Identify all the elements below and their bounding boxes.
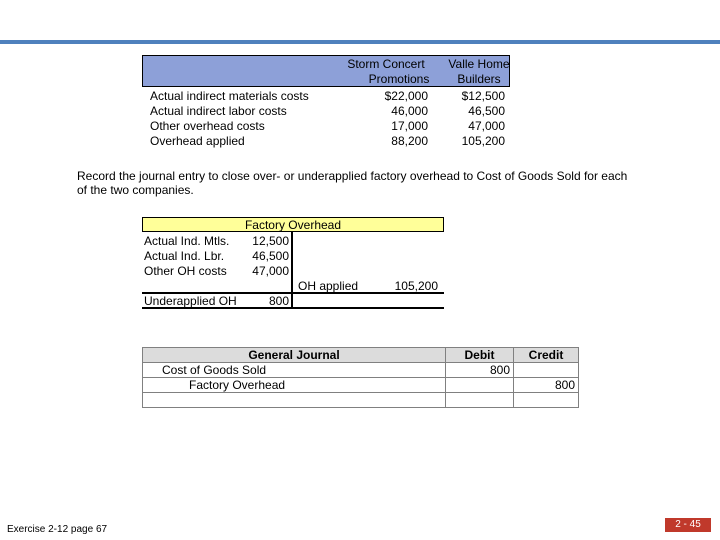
t-account-debit-value: 12,500	[252, 234, 289, 248]
t-account-divider	[291, 232, 293, 308]
journal-header-debit: Debit	[446, 348, 514, 363]
row-value-storm: 17,000	[391, 119, 428, 133]
journal-credit: 800	[514, 378, 579, 393]
row-label: Overhead applied	[150, 134, 245, 148]
general-journal-table	[142, 347, 579, 408]
t-account-title: Factory Overhead	[244, 218, 342, 232]
journal-account: Cost of Goods Sold	[143, 363, 446, 378]
t-account-debit-label: Actual Ind. Lbr.	[144, 249, 225, 263]
journal-row	[143, 378, 579, 393]
col-header-valle-line1: Valle Home	[448, 57, 510, 71]
col-header-valle-line2: Builders	[457, 72, 501, 86]
t-account-credit-value: 105,200	[394, 279, 438, 293]
journal-credit	[514, 393, 579, 408]
row-label: Actual indirect labor costs	[150, 104, 287, 118]
journal-row	[143, 363, 579, 378]
instruction-line1: Record the journal entry to close over- or underapplied factory overhead to Cost of Goods Sold for each	[77, 169, 628, 183]
journal-debit	[446, 378, 514, 393]
row-value-storm: $22,000	[384, 89, 428, 103]
t-account-credit-label: OH applied	[298, 279, 359, 293]
t-account-balance-value: 800	[268, 294, 289, 308]
row-label: Other overhead costs	[150, 119, 265, 133]
exercise-reference: Exercise 2-12 page 67	[7, 524, 108, 535]
t-account-debit-label: Actual Ind. Mtls.	[144, 234, 230, 248]
journal-account	[143, 393, 446, 408]
col-header-storm	[336, 57, 436, 87]
row-value-valle: 105,200	[461, 134, 505, 148]
row-value-storm: 88,200	[391, 134, 428, 148]
journal-debit: 800	[446, 363, 514, 378]
t-account-debit-label: Other OH costs	[144, 264, 227, 278]
row-value-valle: 47,000	[468, 119, 505, 133]
t-account-debit-value: 46,500	[252, 249, 289, 263]
t-account-balance-label: Underapplied OH	[144, 294, 237, 308]
journal-row	[143, 393, 579, 408]
journal-account: Factory Overhead	[143, 378, 446, 393]
top-accent-bar	[0, 40, 720, 44]
journal-credit	[514, 363, 579, 378]
col-header-storm-line1: Storm Concert	[347, 57, 425, 71]
row-value-valle: $12,500	[461, 89, 505, 103]
instruction-line2: of the two companies.	[77, 183, 194, 197]
t-account-debit-value: 47,000	[252, 264, 289, 278]
journal-header-credit: Credit	[514, 348, 579, 363]
journal-header-row	[143, 348, 579, 363]
col-header-valle	[446, 57, 512, 87]
row-value-valle: 46,500	[468, 104, 505, 118]
page-number-badge: 2 - 45	[665, 518, 711, 532]
row-label: Actual indirect materials costs	[150, 89, 309, 103]
journal-header-account: General Journal	[143, 348, 446, 363]
col-header-storm-line2: Promotions	[368, 72, 430, 86]
row-value-storm: 46,000	[391, 104, 428, 118]
journal-debit	[446, 393, 514, 408]
